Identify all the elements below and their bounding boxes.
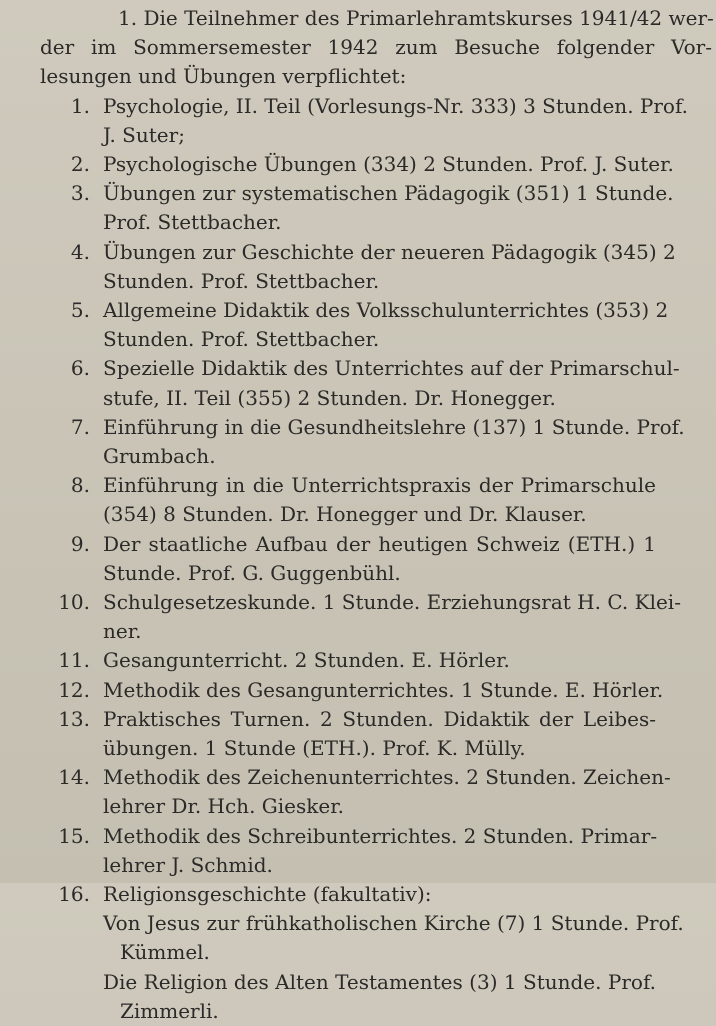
item-text: Stunden. Prof. Stettbacher. [103, 327, 380, 352]
item-text: Psychologische Übungen (334) 2 Stunden. Prof. J. Suter. [103, 152, 674, 176]
item-text: übungen. 1 Stunde (ETH.). Prof. K. Mülly. [103, 736, 526, 760]
item-text: Übungen zur Geschichte der neueren Pädagogik (345) 2 [103, 239, 676, 264]
item-text: lehrer Dr. Hch. Giesker. [103, 794, 344, 819]
item-number: 4. [70, 239, 90, 264]
item-number: 13. [58, 706, 90, 731]
item-number: 1. [70, 93, 90, 118]
item-number: 3. [70, 181, 90, 206]
item-number: 7. [70, 414, 90, 439]
item-text: Einführung in die Gesundheitslehre (137) 1 Stunde. Prof. [103, 414, 685, 439]
item-text: Methodik des Gesangunterrichtes. 1 Stunde. E. Hörler. [103, 677, 664, 702]
item-text: Stunden. Prof. Stettbacher. [103, 268, 380, 293]
item-number: 9. [70, 531, 90, 556]
item-text: lehrer J. Schmid. [103, 852, 273, 877]
intro-line: der im Sommersemester 1942 zum Besuche folgender Vor- [40, 35, 712, 60]
sub-item-text: Von Jesus zur frühkatholischen Kirche (7) 1 Stunde. Prof. [103, 911, 684, 936]
item-text: Grumbach. [103, 444, 216, 468]
intro-line: 1. Die Teilnehmer des Primarlehramtskurses 1941/42 wer- [118, 6, 714, 30]
item-text: Methodik des Zeichenunterrichtes. 2 Stunden. Zeichen- [103, 765, 671, 790]
sub-item-text: Die Religion des Alten Testamentes (3) 1 Stunde. Prof. [103, 969, 656, 994]
item-text: Praktisches Turnen. 2 Stunden. Didaktik der Leibes- [103, 706, 656, 731]
item-text: Schulgesetzeskunde. 1 Stunde. Erziehungsrat H. C. Klei- [103, 590, 681, 614]
item-text: (354) 8 Stunden. Dr. Honegger und Dr. Klauser. [103, 502, 587, 527]
item-number: 8. [70, 473, 90, 498]
item-text: Psychologie, II. Teil (Vorlesungs-Nr. 333) 3 Stunden. Prof. [103, 93, 689, 118]
item-text: Prof. Stettbacher. [103, 210, 282, 235]
item-text: Allgemeine Didaktik des Volksschulunterrichtes (353) 2 [103, 298, 669, 322]
item-text: Gesangunterricht. 2 Stunden. E. Hörler. [103, 648, 510, 673]
item-number: 14. [58, 765, 90, 790]
item-text: ner. [103, 619, 142, 644]
item-number: 15. [58, 823, 90, 848]
intro-line: lesungen und Übungen verpflichtet: [40, 64, 407, 89]
item-text: Methodik des Schreibunterrichtes. 2 Stunden. Primar- [103, 823, 658, 848]
item-text: Religionsgeschichte (fakultativ): [103, 882, 432, 906]
item-text: J. Suter; [103, 122, 185, 147]
sub-item-text: Zimmerli. [120, 998, 219, 1023]
item-text: Spezielle Didaktik des Unterrichtes auf der Primarschul- [103, 356, 680, 381]
item-number: 16. [58, 882, 90, 906]
item-number: 12. [58, 677, 90, 702]
item-number: 11. [58, 648, 90, 673]
item-number: 2. [70, 152, 90, 176]
item-text: Der staatliche Aufbau der heutigen Schweiz (ETH.) 1 [103, 531, 656, 556]
item-text: stufe, II. Teil (355) 2 Stunden. Dr. Honegger. [103, 385, 556, 410]
item-text: Einführung in die Unterrichtspraxis der Primarschule [103, 473, 656, 498]
item-number: 10. [58, 590, 90, 614]
item-text: Stunde. Prof. G. Guggenbühl. [103, 560, 401, 585]
item-text: Übungen zur systematischen Pädagogik (351) 1 Stunde. [103, 181, 674, 206]
item-number: 6. [70, 356, 90, 381]
item-number: 5. [70, 298, 90, 322]
sub-item-text: Kümmel. [120, 940, 210, 965]
